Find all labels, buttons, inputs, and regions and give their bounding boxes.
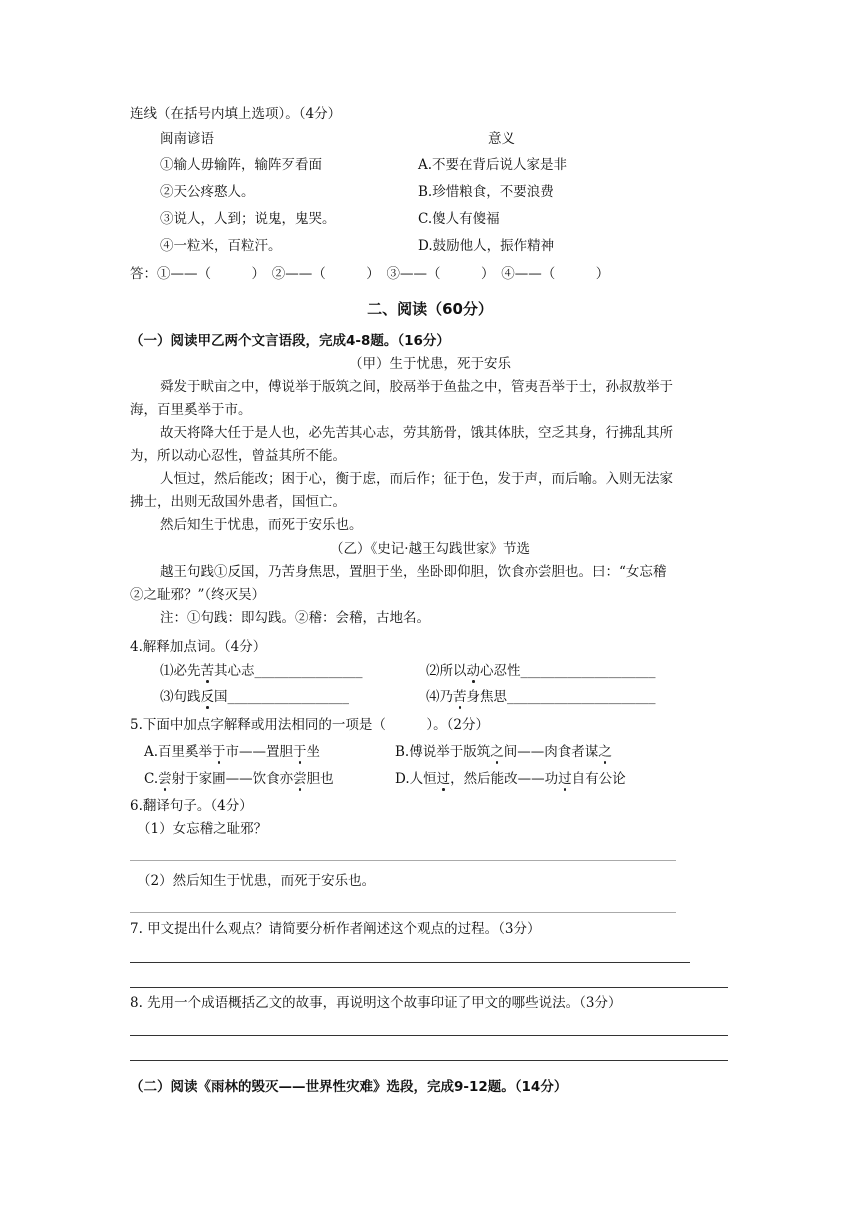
- q4-answer-blank-4[interactable]: ______________________: [507, 689, 656, 705]
- q6-answer-line-2[interactable]: [130, 912, 676, 913]
- q7-answer-line-1[interactable]: [130, 962, 690, 963]
- q3-meaning-d: D.鼓励他人，振作精神: [418, 238, 555, 254]
- q8-stem: 8. 先用一个成语概括乙文的故事，再说明这个故事印证了甲文的哪些说法。（3分）: [130, 995, 622, 1011]
- q4-item-2-dotted-char: 动: [466, 663, 480, 679]
- q3-proverb-2: ②天公疼憨人。: [160, 184, 255, 200]
- q4-answer-blank-1[interactable]: ________________: [254, 663, 363, 679]
- jia-line-5: 人恒过，然后能改；困于心，衡于虑，而后作；征于色，发于声，而后喻。入则无法家: [160, 471, 673, 487]
- q4-item-1: ⑴必先苦其心志________________: [160, 663, 363, 679]
- q6-sentence-2: （2）然后知生于忧患，而死于安乐也。: [137, 873, 376, 889]
- q4-item-3: ⑶句践反国__________________: [160, 689, 349, 705]
- q5-option-d: D.人恒过，然后能改——功过自有公论: [395, 771, 626, 787]
- q5-stem: 5.下面中加点字解释或用法相同的一项是（ ）。（2分）: [130, 717, 489, 733]
- yi-line-1: 越王句践①反国，乃苦身焦思，置胆于坐，坐卧即仰胆，饮食亦尝胆也。曰：“女忘稽: [160, 564, 667, 580]
- q7-stem: 7. 甲文提出什么观点？请简要分析作者阐述这个观点的过程。（3分）: [130, 921, 541, 937]
- q3-col-right-header: 意义: [488, 131, 515, 147]
- jia-line-2: 海，百里奚举于市。: [130, 402, 252, 418]
- yi-line-2: ②之耻邪？”（终灭吴）: [130, 587, 266, 603]
- q3-meaning-c: C.傻人有傻福: [418, 211, 500, 227]
- q3-meaning-a: A.不要在背后说人家是非: [418, 157, 568, 173]
- q8-answer-line-1[interactable]: [130, 1035, 728, 1036]
- yi-title: （乙）《史记·越王勾践世家》节选: [329, 541, 531, 557]
- q5-option-a: A.百里奚举于市——置胆于坐: [144, 744, 321, 760]
- part2-heading: （二）阅读《雨林的毁灭——世界性灾难》选段，完成9-12题。（14分）: [130, 1079, 568, 1095]
- jia-line-3: 故天将降大任于是人也，必先苦其心志，劳其筋骨，饿其体肤，空乏其身，行拂乱其所: [160, 425, 673, 441]
- q4-item-4: ⑷乃苦身焦思______________________: [426, 689, 656, 705]
- jia-line-6: 拂士，出则无敌国外患者，国恒亡。: [130, 494, 346, 510]
- q5-option-b: B.傅说举于版筑之间——肉食者谋之: [395, 744, 612, 760]
- q4-item-1-dotted-char: 苦: [200, 663, 214, 679]
- q4-item-3-dotted-char: 反: [200, 689, 214, 705]
- q3-proverb-3: ③说人，人到；说鬼，鬼哭。: [160, 211, 336, 227]
- q3-meaning-b: B.珍惜粮食，不要浪费: [418, 184, 554, 200]
- q3-answer-line: 答：①——（ ） ②——（ ） ③——（ ） ④——（ ）: [130, 266, 610, 282]
- q4-stem: 4.解释加点词。（4分）: [130, 639, 267, 655]
- q4-item-4-dotted-char: 苦: [453, 689, 467, 705]
- yi-note: 注：①句践：即勾践。②稽：会稽，古地名。: [160, 610, 430, 626]
- q3-proverb-4: ④一粒米，百粒汗。: [160, 238, 282, 254]
- q3-intro: 连线（在括号内填上选项）。（4分）: [130, 106, 342, 122]
- q3-proverb-1: ①输人毋输阵，输阵歹看面: [160, 157, 322, 173]
- section-title: 二、阅读（60分）: [367, 300, 493, 318]
- jia-line-1: 舜发于畎亩之中，傅说举于版筑之间，胶鬲举于鱼盐之中，管夷吾举于士，孙叔敖举于: [160, 379, 673, 395]
- q4-answer-blank-2[interactable]: ____________________: [520, 663, 656, 679]
- q6-sentence-1: （1）女忘稽之耻邪？: [137, 821, 268, 837]
- q6-answer-line-1[interactable]: [130, 860, 676, 861]
- q4-answer-blank-3[interactable]: __________________: [227, 689, 349, 705]
- jia-title: （甲）生于忧患，死于安乐: [349, 356, 511, 372]
- jia-line-7: 然后知生于忧患，而死于安乐也。: [160, 517, 363, 533]
- jia-line-4: 为，所以动心忍性，曾益其所不能。: [130, 448, 346, 464]
- q7-answer-line-2[interactable]: [130, 987, 728, 988]
- q4-item-2: ⑵所以动心忍性____________________: [426, 663, 656, 679]
- q5-option-c: C.尝射于家圃——饮食亦尝胆也: [144, 771, 334, 787]
- q6-stem: 6.翻译句子。（4分）: [130, 798, 253, 814]
- q8-answer-line-2[interactable]: [130, 1060, 728, 1061]
- q3-col-left-header: 闽南谚语: [160, 131, 214, 147]
- part1-heading: （一）阅读甲乙两个文言语段，完成4-8题。（16分）: [130, 333, 450, 349]
